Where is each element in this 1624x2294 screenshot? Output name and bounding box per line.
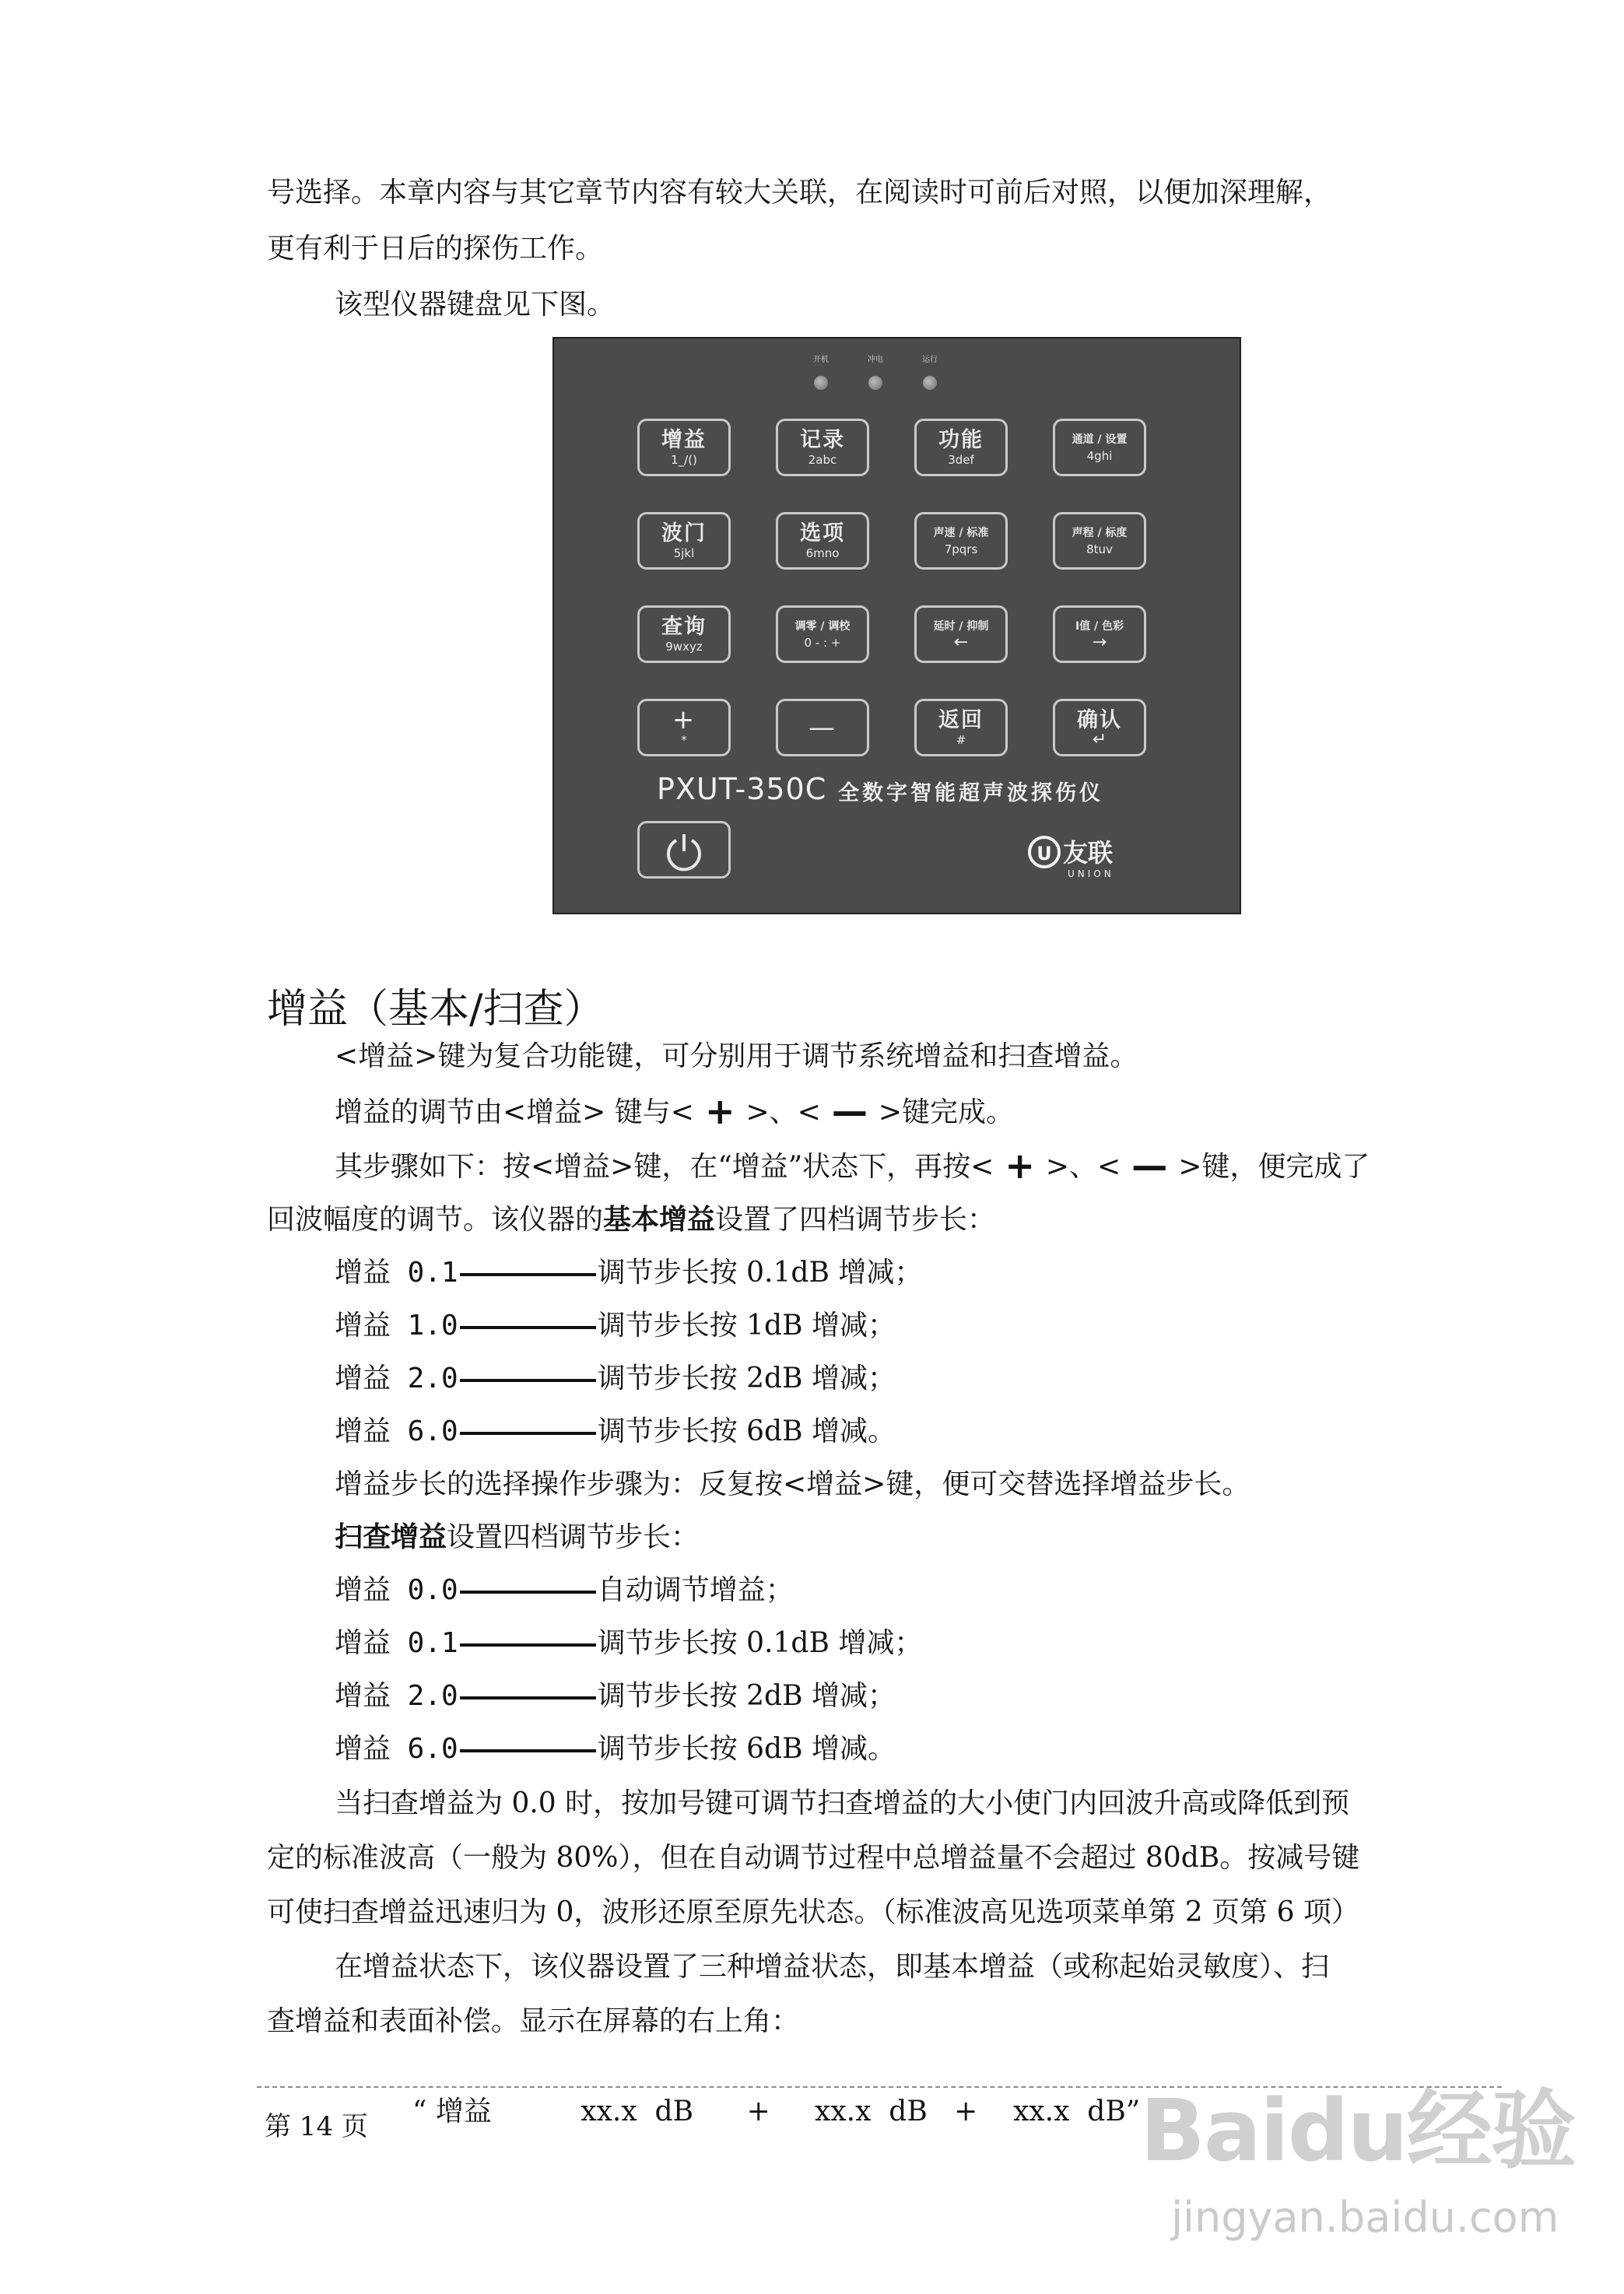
dash-line [460,1696,596,1699]
watermark-url: jingyan.baidu.com [1171,2193,1559,2242]
paragraph-8-line-2: 查增益和表面补偿。显示在屏幕的右上角： [267,2005,800,2037]
paragraph-8-line-1: 在增益状态下，该仪器设置了三种增益状态，即基本增益（或称起始灵敏度）、扫 [335,1951,1330,1983]
led-power [814,376,828,390]
key-velocity-standard: 声速 / 标准 7pqrs [914,512,1008,570]
dash-line [460,1749,596,1752]
scan-gain-term: 扫查增益 [335,1521,447,1553]
basic-step-row: 增益 2.0 调节步长按 2dB 增减； [335,1363,896,1394]
paragraph-3: 其步骤如下：按<增益>键，在“增益”状态下，再按< + >、< — >键，便完成了 [335,1145,1370,1187]
key-zero-calibrate: 调零 / 调校 0 - : + [776,605,869,663]
basic-step-row: 增益 0.1 调节步长按 0.1dB 增减； [335,1257,923,1289]
keypad-image [552,337,1241,914]
plus-symbol: + [1005,1145,1035,1187]
led-label-run: 运行 [922,356,938,364]
brand-logo [1027,827,1159,882]
key-gate: 波门 5jkl [637,512,731,570]
watermark-logo-text: Baidu经验 [1140,2081,1575,2180]
power-icon [640,823,728,876]
gain-display-format: “ 增益 xx.x dB + xx.x dB + xx.x dB” [412,2096,1141,2127]
dash-line [460,1643,596,1647]
paragraph-7-line-3: 可使扫查增益迅速归为 0，波形还原至原先状态。（标准波高见选项菜单第 2 页第 6 项） [267,1896,1359,1928]
model-name: PXUT-350C [657,772,827,806]
paragraph-5: 增益步长的选择操作步骤为：反复按<增益>键，便可交替选择增益步长。 [335,1468,1250,1500]
footer-divider [257,2086,1502,2088]
svg-text:U: U [1036,843,1052,865]
key-options: 选项 6mno [776,512,869,570]
led-label-charge: 冲电 [868,356,883,364]
paragraph-1: <增益>键为复合功能键，可分别用于调节系统增益和扫查增益。 [335,1040,1138,1072]
paragraph-7-line-2: 定的标准波高（一般为 80%），但在自动调节过程中总增益量不会超过 80dB。按减号键 [267,1842,1360,1874]
paragraph-6: 扫查增益设置四档调节步长： [335,1521,700,1553]
key-range-scale: 声程 / 标度 8tuv [1053,512,1146,570]
key-return: 返回 # [914,699,1008,756]
dash-line [460,1379,596,1382]
paragraph-4: 回波幅度的调节。该仪器的基本增益设置了四档调节步长： [267,1204,996,1236]
minus-symbol: — [831,1090,868,1132]
paragraph-2: 增益的调节由<增益> 键与< + >、< — >键完成。 [335,1090,1014,1132]
basic-step-row: 增益 1.0 调节步长按 1dB 增减； [335,1310,896,1342]
key-confirm: 确认 ↵ [1053,699,1146,756]
paragraph-7-line-1: 当扫查增益为 0.0 时，按加号键可调节扫查增益的大小使门内回波升高或降低到预 [335,1787,1350,1819]
scan-step-row: 增益 0.1 调节步长按 0.1dB 增减； [335,1627,923,1659]
dash-line [460,1591,596,1594]
intro-line-1: 号选择。本章内容与其它章节内容有较大关联，在阅读时可前后对照，以便加深理解， [267,177,1332,209]
svg-text:UNION: UNION [1068,868,1114,879]
led-run [923,376,937,390]
plus-symbol: + [704,1090,735,1132]
scan-step-row: 增益 0.0 自动调节增益； [335,1574,794,1606]
scan-step-row: 增益 2.0 调节步长按 2dB 增减； [335,1680,896,1712]
dash-line [460,1273,596,1276]
minus-symbol: — [1131,1145,1168,1187]
led-label-power: 开机 [813,356,829,364]
page-number: 第 14 页 [265,2111,368,2142]
key-minus: — [776,699,869,756]
basic-gain-term: 基本增益 [603,1204,716,1236]
dash-line [460,1326,596,1329]
key-delay-reject: 延时 / 抑制 ← [914,605,1008,663]
key-gain: 增益 1_/() [637,419,731,476]
key-plus: + * [637,699,731,756]
power-button [637,821,731,879]
dash-line [460,1432,596,1435]
svg-text:友联: 友联 [1063,838,1114,868]
intro-line-2: 更有利于日后的探伤工作。 [267,233,604,265]
basic-step-row: 增益 6.0 调节步长按 6dB 增减。 [335,1415,896,1447]
key-function: 功能 3def [914,419,1008,476]
intro-line-3: 该型仪器键盘见下图。 [335,289,616,321]
scan-step-row: 增益 6.0 调节步长按 6dB 增减。 [335,1733,896,1765]
key-record: 记录 2abc [776,419,869,476]
key-value-color: Ⅰ值 / 色彩 → [1053,605,1146,663]
section-heading: 增益（基本/扫查） [267,986,605,1033]
key-channel-settings: 通道 / 设置 4ghi [1053,419,1146,476]
key-query: 查询 9wxyz [637,605,731,663]
led-charge [868,376,882,390]
model-description: 全数字智能超声波探伤仪 [838,781,1103,805]
